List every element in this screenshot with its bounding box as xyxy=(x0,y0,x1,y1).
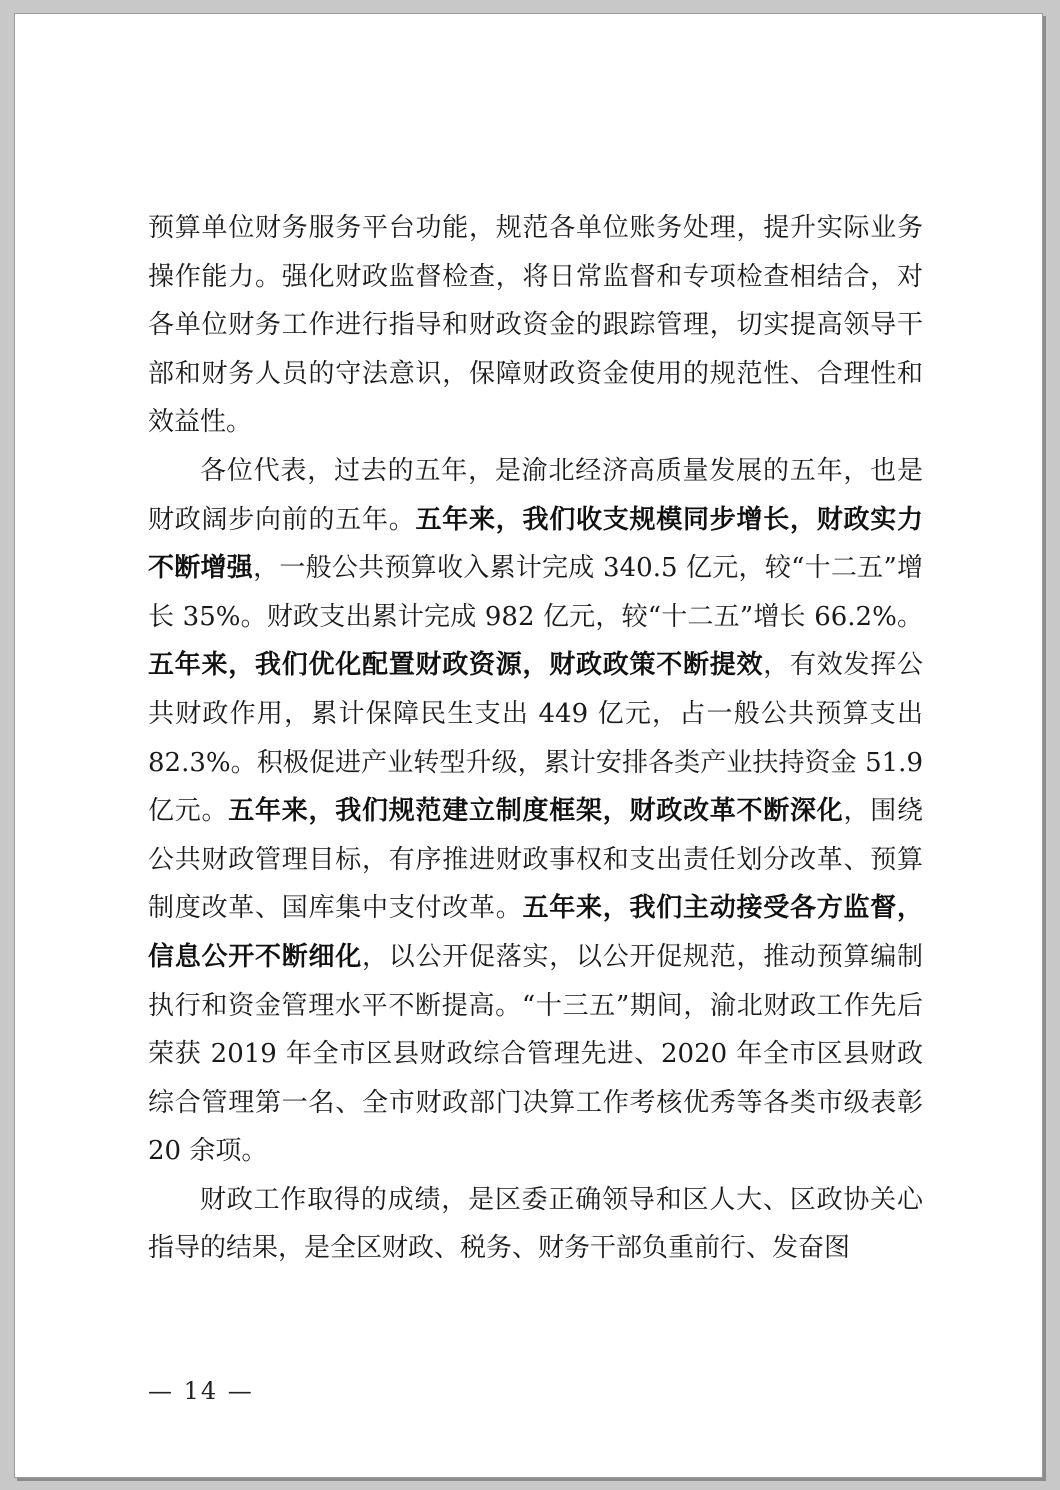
paragraph-1 xyxy=(148,204,923,447)
bold-text-run: 五年来，我们收支规模同步增长，财政实力不断增强 xyxy=(148,504,923,584)
text-run: ，一般公共预算收入累计完成 340.5 亿元，较“十二五”增长 35%。财政支出累计完成 982 亿元，较“十二五”增长 66.2%。 xyxy=(148,553,923,632)
text-run: 预算单位财务服务平台功能，规范各单位账务处理，提升实际业务操作能力。强化财政监督检查，将日常监督和专项检查相结合，对各单位财务工作进行指导和财政资金的跟踪管理，切实提高领导干部和财务人员的守法意识，保障财政资金使用的规范性、合理性和效益性。 xyxy=(148,213,923,438)
text-run: 各位代表，过去的五年，是渝北经济高质量发展的五年，也是财政阔步向前的五年。 xyxy=(148,455,923,535)
text-run: ，以公开促落实，以公开促规范，推动预算编制执行和资金管理水平不断提高。“十三五”期间，渝北财政工作先后荣获 2019 年全市区县财政综合管理先进、2020 年全市区县财政综合管理第一名、全市财政部门决算工作考核优秀等各类市级表彰 20 余项。 xyxy=(148,941,923,1167)
page-number: — 14 — xyxy=(148,1377,254,1405)
body-text xyxy=(148,204,923,1273)
document-page xyxy=(14,13,1043,1478)
bold-text-run: 五年来，我们主动接受各方监督，信息公开不断细化 xyxy=(148,893,923,972)
text-run: 财政工作取得的成绩，是区委正确领导和区人大、区政协关心指导的结果，是全区财政、税务、财务干部负重前行、发奋图 xyxy=(148,1184,923,1264)
paragraph-3 xyxy=(148,1176,923,1273)
bold-text-run: 五年来，我们优化配置财政资源，财政政策不断提效 xyxy=(148,650,764,681)
text-run: ，有效发挥公共财政作用，累计保障民生支出 449 亿元，占一般公共预算支出 82.3%。积极促进产业转型升级，累计安排各类产业扶持资金 51.9 亿元。 xyxy=(148,650,923,827)
paragraph-2 xyxy=(148,447,923,1176)
bold-text-run: 五年来，我们规范建立制度框架，财政改革不断深化 xyxy=(228,796,844,827)
text-run: ，围绕公共财政管理目标，有序推进财政事权和支出责任划分改革、预算制度改革、国库集中支付改革。 xyxy=(148,796,923,924)
